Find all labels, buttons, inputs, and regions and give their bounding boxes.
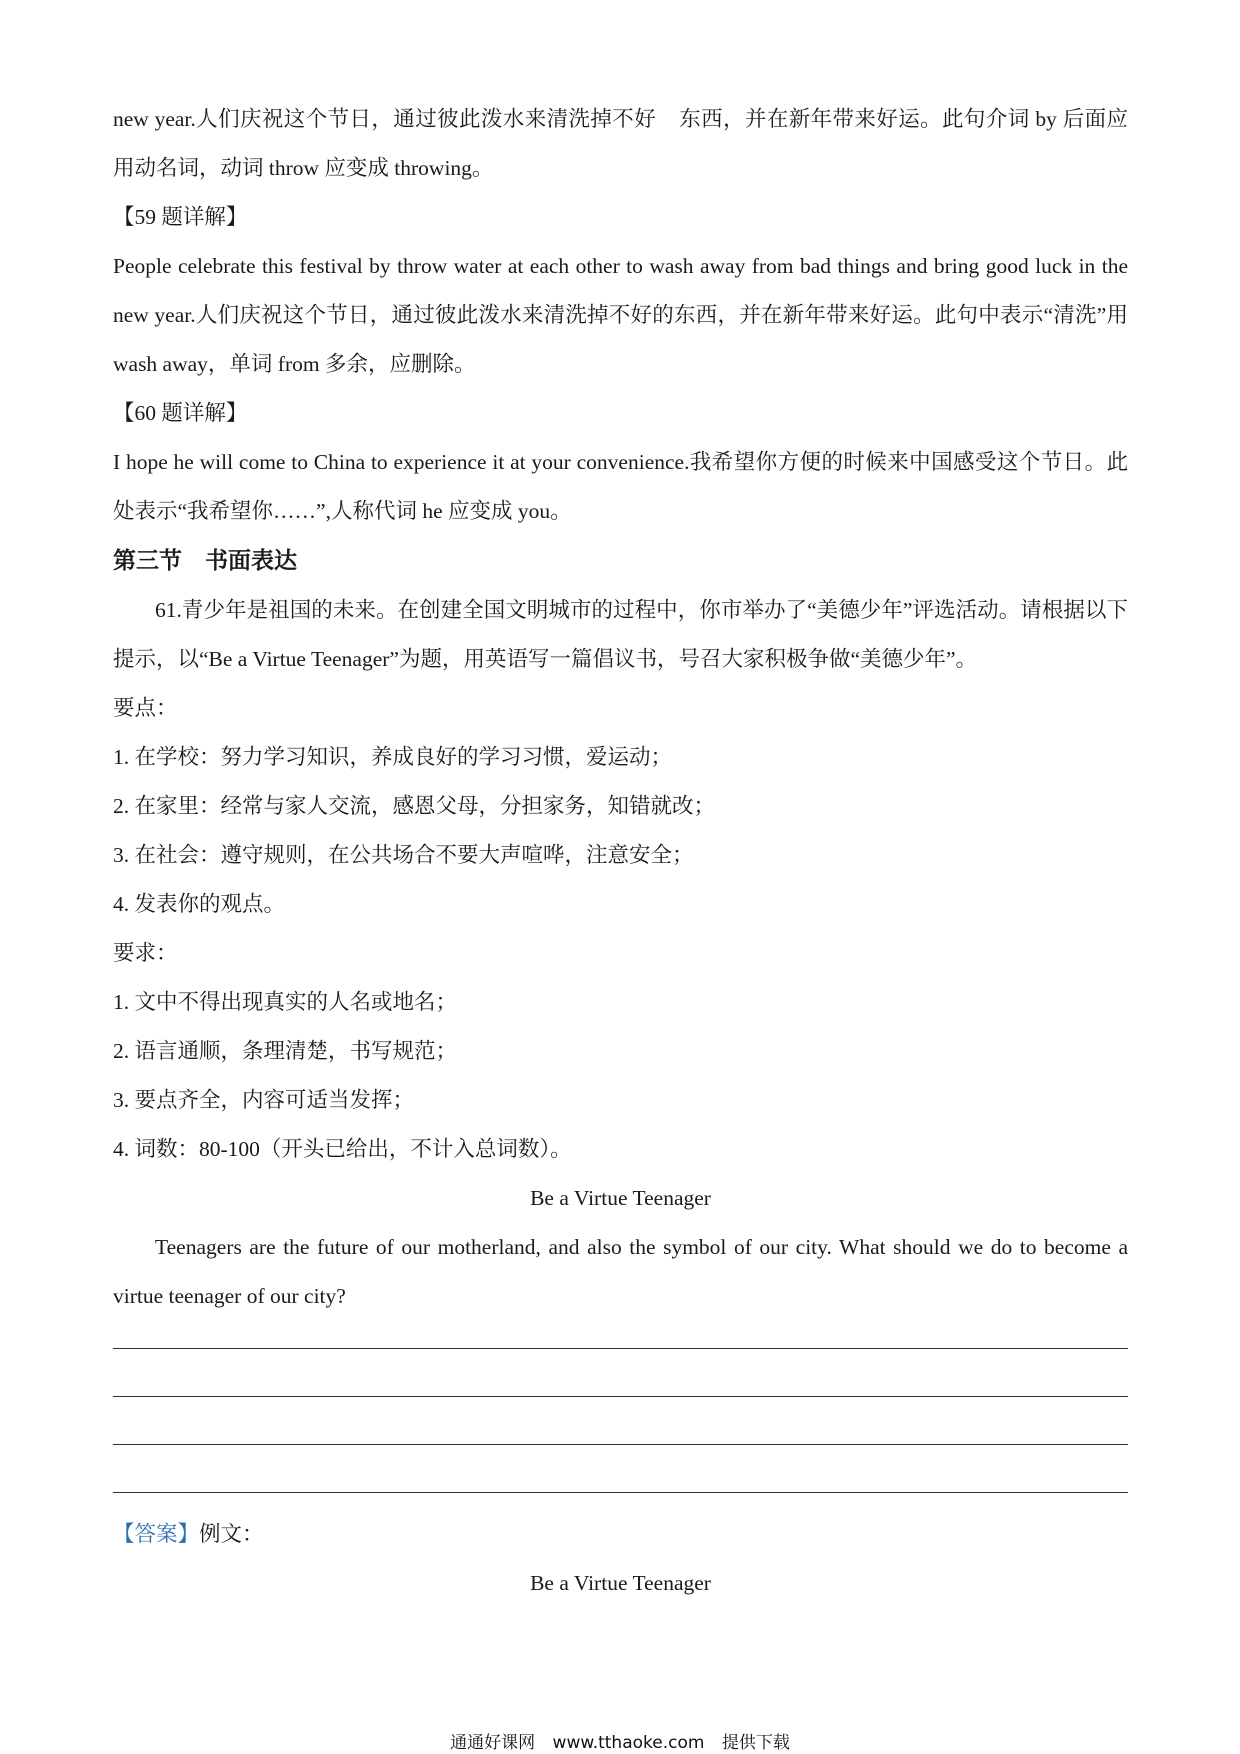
explanation-60-body: I hope he will come to China to experience it at your convenience.我希望你方便的时候来中国感受这个节日。此处表示“我希望你……”,人称代词 he 应变成 you。 — [113, 450, 1128, 523]
writing-line — [113, 1444, 1128, 1445]
answer-title: Be a Virtue Teenager — [530, 1571, 711, 1595]
essay-opening: Teenagers are the future of our motherland, and also the symbol of our city. What should we do to become a virtue teenager of our city? — [113, 1235, 1134, 1308]
writing-line — [113, 1396, 1128, 1397]
explanation-58-tail: new year.人们庆祝这个节日，通过彼此泼水来清洗掉不好 东西，并在新年带来好运。此句介词 by 后面应用动名词，动词 throw 应变成 throwing。 — [113, 107, 1128, 180]
requirement-item: 2. 语言通顺，条理清楚，书写规范； — [113, 1039, 458, 1063]
requirement-item: 3. 要点齐全，内容可适当发挥； — [113, 1088, 415, 1112]
page-footer — [0, 1728, 1240, 1753]
answer-section — [113, 1510, 1128, 1608]
writing-line — [113, 1348, 1128, 1349]
writing-line — [113, 1492, 1128, 1493]
explanation-59-body: People celebrate this festival by throw water at each other to wash away from bad things and bring good luck in the new year.人们庆祝这个节日，通过彼此泼水来清洗掉不好的东西，并在新年带来好运。此句中表示“清洗”用 wash away，单词 from 多余，应删除。 — [113, 254, 1134, 376]
answer-tag: 【答案】 — [113, 1522, 200, 1546]
section-title: 第三节 书面表达 — [113, 548, 297, 574]
essay-title: Be a Virtue Teenager — [530, 1186, 711, 1210]
requirement-item: 4. 词数：80-100（开头已给出，不计入总词数）。 — [113, 1137, 572, 1161]
question-text: 61.青少年是祖国的未来。在创建全国文明城市的过程中，你市举办了“美德少年”评选活动。请根据以下提示，以“Be a Virtue Teenager”为题，用英语写一篇倡议书，号召大家积极争做“美德少年”。 — [113, 598, 1128, 671]
footer-site-name: 通通好课网 — [450, 1733, 536, 1753]
explanation-60-heading: 【60 题详解】 — [113, 401, 248, 425]
writing-section — [113, 536, 1134, 1321]
explanation-section — [113, 95, 1134, 536]
footer-suffix: 提供下载 — [721, 1733, 790, 1753]
requirements-label: 要求： — [113, 941, 178, 965]
answer-label: 例文： — [199, 1522, 264, 1546]
footer-url: www.tthaoke.com — [552, 1733, 705, 1753]
requirement-item: 1. 文中不得出现真实的人名或地名； — [113, 990, 458, 1014]
point-item: 3. 在社会：遵守规则，在公共场合不要大声喧哗，注意安全； — [113, 843, 694, 867]
answer-line — [113, 1510, 1128, 1559]
point-item: 1. 在学校：努力学习知识，养成良好的学习习惯，爱运动； — [113, 745, 673, 769]
explanation-59-heading: 【59 题详解】 — [113, 205, 248, 229]
point-item: 4. 发表你的观点。 — [113, 892, 286, 916]
point-item: 2. 在家里：经常与家人交流，感恩父母，分担家务，知错就改； — [113, 794, 716, 818]
points-label: 要点： — [113, 696, 178, 720]
